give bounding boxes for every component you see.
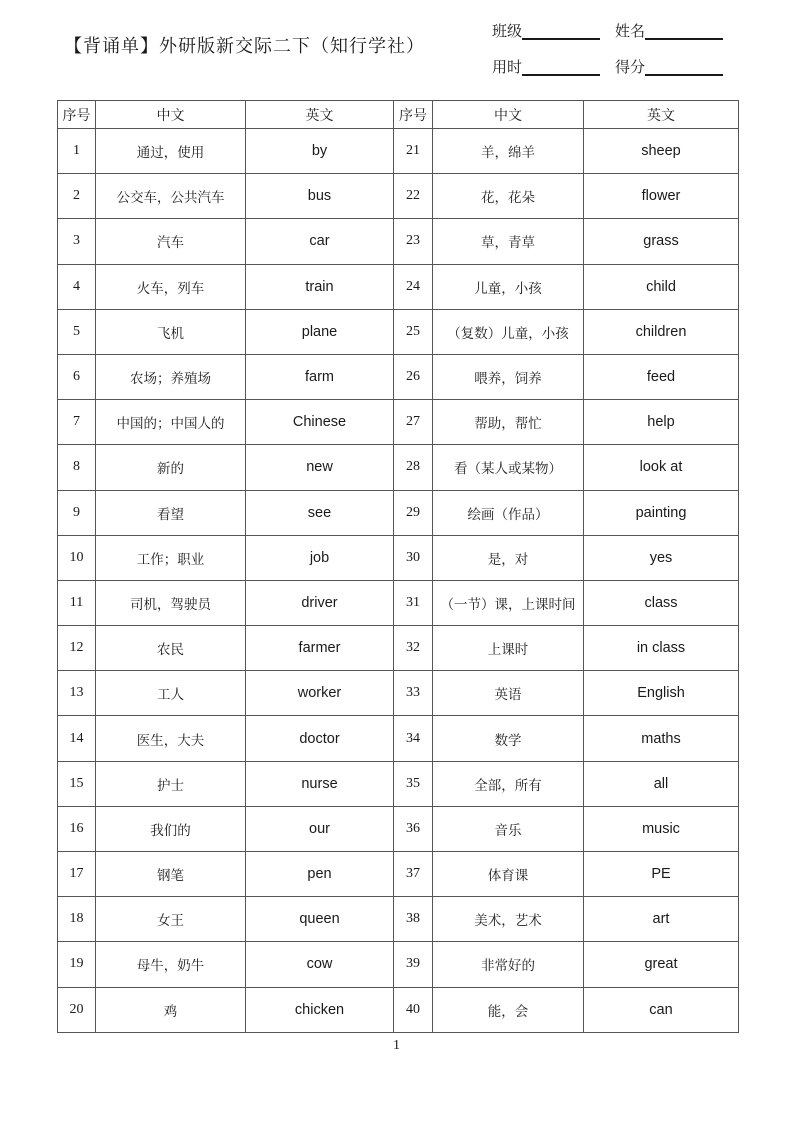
class-blank-line xyxy=(522,21,600,40)
vocab-table-header xyxy=(58,101,739,129)
cell-chinese-left: 火车，列车 xyxy=(96,264,246,309)
cell-number-left: 5 xyxy=(58,309,96,354)
cell-english-left: new xyxy=(246,445,394,490)
cell-english-left: queen xyxy=(246,897,394,942)
document-title: 【背诵单】外研版新交际二下（知行学社） xyxy=(64,36,425,57)
table-row xyxy=(58,264,739,309)
table-row xyxy=(58,354,739,399)
cell-english-right: yes xyxy=(584,535,739,580)
cell-number-right: 23 xyxy=(394,219,433,264)
cell-chinese-right: 上课时 xyxy=(433,626,584,671)
cell-english-right: can xyxy=(584,987,739,1032)
cell-chinese-left: 工人 xyxy=(96,671,246,716)
cell-number-right: 21 xyxy=(394,129,433,174)
cell-chinese-left: 汽车 xyxy=(96,219,246,264)
cell-number-right: 33 xyxy=(394,671,433,716)
cell-english-left: driver xyxy=(246,580,394,625)
table-row xyxy=(58,942,739,987)
cell-chinese-left: 看望 xyxy=(96,490,246,535)
cell-chinese-right: 体育课 xyxy=(433,852,584,897)
cell-number-left: 3 xyxy=(58,219,96,264)
cell-chinese-left: 医生，大夫 xyxy=(96,716,246,761)
cell-number-right: 27 xyxy=(394,400,433,445)
name-label: 姓名 xyxy=(615,22,646,40)
cell-number-right: 35 xyxy=(394,761,433,806)
table-row xyxy=(58,987,739,1032)
table-row xyxy=(58,129,739,174)
cell-chinese-right: （一节）课，上课时间 xyxy=(433,580,584,625)
cell-english-right: look at xyxy=(584,445,739,490)
table-row xyxy=(58,852,739,897)
cell-number-left: 6 xyxy=(58,354,96,399)
cell-english-right: in class xyxy=(584,626,739,671)
cell-chinese-right: 能，会 xyxy=(433,987,584,1032)
cell-english-right: all xyxy=(584,761,739,806)
cell-english-left: nurse xyxy=(246,761,394,806)
cell-number-right: 28 xyxy=(394,445,433,490)
cell-chinese-left: 司机，驾驶员 xyxy=(96,580,246,625)
cell-number-left: 19 xyxy=(58,942,96,987)
cell-chinese-right: 羊，绵羊 xyxy=(433,129,584,174)
time-blank-line xyxy=(522,57,600,76)
cell-chinese-right: 儿童，小孩 xyxy=(433,264,584,309)
cell-english-right: PE xyxy=(584,852,739,897)
cell-number-left: 17 xyxy=(58,852,96,897)
col-header-number-right: 序号 xyxy=(394,101,433,129)
col-header-english-left: 英文 xyxy=(246,101,394,129)
table-row xyxy=(58,897,739,942)
cell-chinese-left: 公交车，公共汽车 xyxy=(96,174,246,219)
cell-english-left: Chinese xyxy=(246,400,394,445)
cell-chinese-left: 鸡 xyxy=(96,987,246,1032)
cell-chinese-right: 绘画（作品） xyxy=(433,490,584,535)
cell-english-right: help xyxy=(584,400,739,445)
cell-number-left: 7 xyxy=(58,400,96,445)
cell-chinese-left: 通过，使用 xyxy=(96,129,246,174)
table-row xyxy=(58,309,739,354)
vocab-table xyxy=(57,100,739,1033)
cell-english-left: farm xyxy=(246,354,394,399)
cell-chinese-left: 我们的 xyxy=(96,806,246,851)
cell-number-left: 20 xyxy=(58,987,96,1032)
table-row xyxy=(58,580,739,625)
cell-number-left: 10 xyxy=(58,535,96,580)
cell-number-right: 36 xyxy=(394,806,433,851)
cell-chinese-right: 草，青草 xyxy=(433,219,584,264)
cell-number-left: 14 xyxy=(58,716,96,761)
score-blank-line xyxy=(645,57,723,76)
page-number: 1 xyxy=(393,1038,400,1053)
table-row xyxy=(58,219,739,264)
table-row xyxy=(58,535,739,580)
cell-number-left: 13 xyxy=(58,671,96,716)
cell-number-right: 38 xyxy=(394,897,433,942)
cell-number-right: 39 xyxy=(394,942,433,987)
cell-chinese-left: 护士 xyxy=(96,761,246,806)
cell-number-right: 34 xyxy=(394,716,433,761)
cell-english-right: child xyxy=(584,264,739,309)
table-row xyxy=(58,626,739,671)
table-row xyxy=(58,806,739,851)
cell-english-left: bus xyxy=(246,174,394,219)
cell-number-right: 37 xyxy=(394,852,433,897)
cell-chinese-left: 农民 xyxy=(96,626,246,671)
cell-number-right: 25 xyxy=(394,309,433,354)
table-row xyxy=(58,445,739,490)
cell-english-right: painting xyxy=(584,490,739,535)
cell-number-right: 32 xyxy=(394,626,433,671)
cell-english-left: chicken xyxy=(246,987,394,1032)
cell-english-right: maths xyxy=(584,716,739,761)
cell-number-right: 31 xyxy=(394,580,433,625)
table-row xyxy=(58,174,739,219)
score-label: 得分 xyxy=(615,58,646,76)
cell-chinese-left: 飞机 xyxy=(96,309,246,354)
cell-number-right: 40 xyxy=(394,987,433,1032)
col-header-english-right: 英文 xyxy=(584,101,739,129)
cell-chinese-right: 音乐 xyxy=(433,806,584,851)
cell-number-left: 1 xyxy=(58,129,96,174)
cell-english-right: sheep xyxy=(584,129,739,174)
cell-english-left: car xyxy=(246,219,394,264)
cell-chinese-left: 女王 xyxy=(96,897,246,942)
vocab-table-body xyxy=(58,129,739,1033)
cell-number-right: 26 xyxy=(394,354,433,399)
cell-english-right: music xyxy=(584,806,739,851)
cell-chinese-left: 农场；养殖场 xyxy=(96,354,246,399)
cell-chinese-left: 中国的；中国人的 xyxy=(96,400,246,445)
cell-english-left: cow xyxy=(246,942,394,987)
cell-chinese-left: 工作；职业 xyxy=(96,535,246,580)
cell-chinese-right: 花，花朵 xyxy=(433,174,584,219)
cell-english-left: pen xyxy=(246,852,394,897)
cell-number-left: 2 xyxy=(58,174,96,219)
cell-number-left: 18 xyxy=(58,897,96,942)
table-row xyxy=(58,716,739,761)
cell-number-left: 16 xyxy=(58,806,96,851)
cell-english-right: great xyxy=(584,942,739,987)
cell-chinese-left: 钢笔 xyxy=(96,852,246,897)
cell-number-left: 4 xyxy=(58,264,96,309)
cell-english-right: children xyxy=(584,309,739,354)
cell-chinese-right: 全部，所有 xyxy=(433,761,584,806)
cell-english-right: English xyxy=(584,671,739,716)
cell-chinese-right: 非常好的 xyxy=(433,942,584,987)
cell-chinese-right: 英语 xyxy=(433,671,584,716)
field-row-class-name xyxy=(492,16,752,40)
cell-number-left: 8 xyxy=(58,445,96,490)
cell-number-right: 24 xyxy=(394,264,433,309)
cell-number-left: 12 xyxy=(58,626,96,671)
cell-english-right: grass xyxy=(584,219,739,264)
table-row xyxy=(58,400,739,445)
col-header-number-left: 序号 xyxy=(58,101,96,129)
table-row xyxy=(58,490,739,535)
cell-english-left: job xyxy=(246,535,394,580)
cell-chinese-left: 新的 xyxy=(96,445,246,490)
cell-chinese-right: 数学 xyxy=(433,716,584,761)
cell-english-right: art xyxy=(584,897,739,942)
time-label: 用时 xyxy=(492,58,523,76)
cell-english-right: class xyxy=(584,580,739,625)
cell-number-left: 9 xyxy=(58,490,96,535)
cell-number-right: 30 xyxy=(394,535,433,580)
cell-english-left: plane xyxy=(246,309,394,354)
field-row-time-score xyxy=(492,52,752,76)
cell-number-left: 11 xyxy=(58,580,96,625)
cell-chinese-right: （复数）儿童，小孩 xyxy=(433,309,584,354)
cell-english-left: train xyxy=(246,264,394,309)
cell-chinese-left: 母牛，奶牛 xyxy=(96,942,246,987)
cell-english-left: our xyxy=(246,806,394,851)
cell-english-left: worker xyxy=(246,671,394,716)
col-header-chinese-right: 中文 xyxy=(433,101,584,129)
name-blank-line xyxy=(645,21,723,40)
cell-english-left: farmer xyxy=(246,626,394,671)
cell-number-right: 22 xyxy=(394,174,433,219)
cell-english-left: by xyxy=(246,129,394,174)
table-row xyxy=(58,671,739,716)
cell-chinese-right: 帮助，帮忙 xyxy=(433,400,584,445)
class-label: 班级 xyxy=(492,22,523,40)
cell-english-right: flower xyxy=(584,174,739,219)
cell-chinese-right: 美术，艺术 xyxy=(433,897,584,942)
header-fields xyxy=(492,16,752,88)
col-header-chinese-left: 中文 xyxy=(96,101,246,129)
cell-number-left: 15 xyxy=(58,761,96,806)
table-row xyxy=(58,761,739,806)
cell-english-left: doctor xyxy=(246,716,394,761)
cell-chinese-right: 喂养，饲养 xyxy=(433,354,584,399)
cell-chinese-right: 看（某人或某物） xyxy=(433,445,584,490)
cell-english-right: feed xyxy=(584,354,739,399)
header-row xyxy=(58,101,739,129)
cell-number-right: 29 xyxy=(394,490,433,535)
cell-chinese-right: 是，对 xyxy=(433,535,584,580)
cell-english-left: see xyxy=(246,490,394,535)
